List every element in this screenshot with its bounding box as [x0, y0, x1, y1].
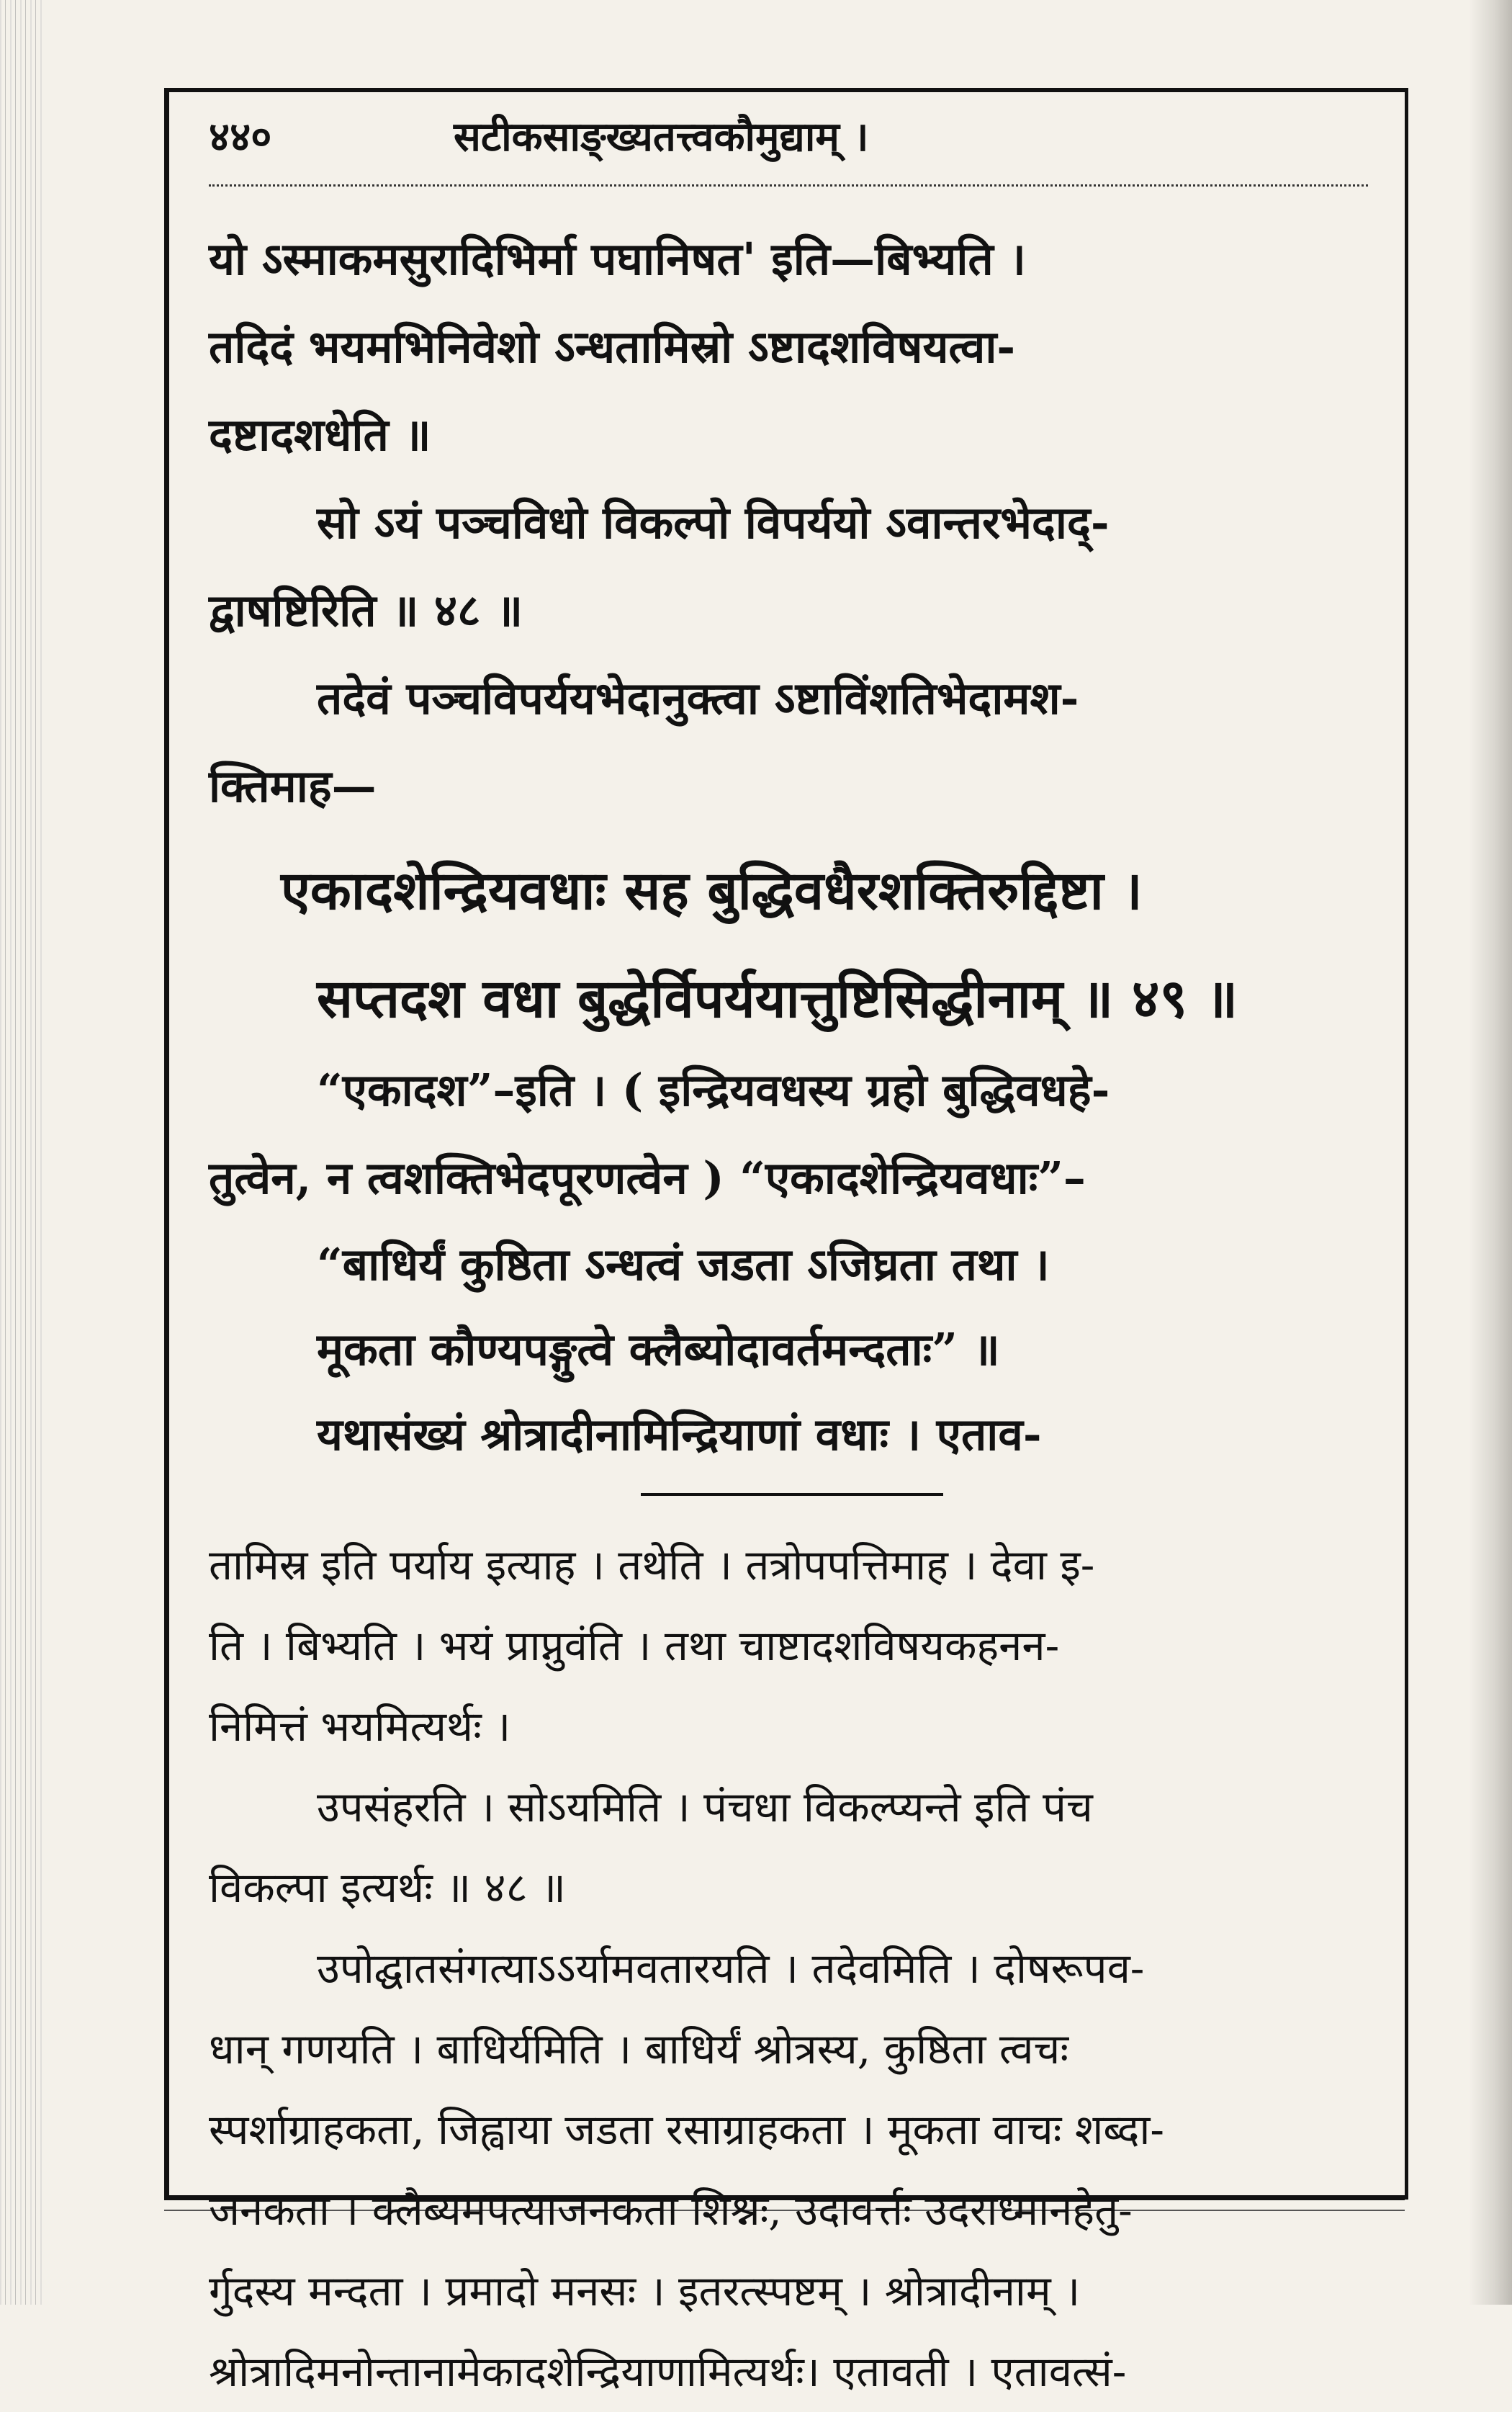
page-content: [209, 108, 1368, 2412]
footnote-line: उपसंहरति । सोऽयमिति । पंचधा विकल्प्यन्ते इति पंच: [317, 1783, 1093, 1832]
text-line: दष्टादशधेति ॥: [209, 408, 431, 461]
footnote-line: ति । बिभ्यति । भयं प्राप्नुवंति । तथा चाष्टादशविषयकहनन-: [209, 1621, 1060, 1670]
scan-left-edge: [0, 0, 43, 2305]
footnote-line: र्गुदस्य मन्दता । प्रमादो मनसः । इतरत्स्पष्टम् । श्रोत्रादीनाम् ।: [209, 2267, 1081, 2315]
text-line: द्वाषष्टिरिति ॥ ४८ ॥: [209, 584, 523, 637]
commentary-line: यथासंख्यं श्रोत्रादीनामिन्द्रियाणां वधाः । एताव-: [317, 1408, 1042, 1461]
top-rule: [164, 88, 1405, 92]
footnote-line: स्पर्शाग्राहकता, जिह्वाया जडता रसाग्राहकता । मूकता वाचः शब्दा-: [209, 2105, 1165, 2154]
footnote-line: धान् गणयति । बाधिर्यमिति । बाधिर्यं श्रोत्रस्य, कुष्ठिता त्वचः: [209, 2025, 1069, 2073]
commentary-line: “एकादश”–इति । ( इन्द्रियवधस्य ग्रहो बुद्धिवधहे-: [317, 1064, 1110, 1116]
header-rule: [209, 184, 1368, 194]
footnote-line: निमित्तं भयमित्यर्थः ।: [209, 1702, 511, 1751]
footnote-line: श्रोत्रादिमनोन्तानामेकादशेन्द्रियाणामित्यर्थः। एतावती । एतावत्सं-: [209, 2347, 1127, 2396]
running-title: सटीकसाङ्ख्यतत्त्वकौमुद्याम् ।: [454, 113, 869, 161]
quoted-verse-line: मूकता कौण्यपङ्गुत्वे क्लैब्योदावर्तमन्दताः” ॥: [317, 1323, 1000, 1376]
text-line: सो ऽयं पञ्चविधो विकल्पो विपर्ययो ऽवान्तरभेदाद्-: [317, 496, 1110, 549]
quoted-verse-line: “बाधिर्यं कुष्ठिता ऽन्धत्वं जडता ऽजिघ्रता तथा ।: [317, 1238, 1050, 1291]
page-number: ४४०: [209, 113, 272, 161]
footnote-line: विकल्पा इत्यर्थः ॥ ४८ ॥: [209, 1863, 566, 1912]
text-line: क्तिमाह—: [209, 760, 377, 812]
footnote-line: तामिस्र इति पर्याय इत्याह । तथेति । तत्रोपपत्तिमाह । देवा इ-: [209, 1541, 1095, 1590]
karika-line-1: एकादशेन्द्रियवधाः सह बुद्धिवधैरशक्तिरुद्दिष्टा ।: [281, 860, 1143, 922]
scan-right-edge: [1469, 0, 1512, 2305]
commentary-line: तुत्वेन, न त्वशक्तिभेदपूरणत्वेन ) “एकादशेन्द्रियवधाः”–: [209, 1152, 1086, 1204]
page-header: [209, 108, 1368, 180]
text-line: यो ऽस्माकमसुरादिभिर्मा पघानिषत' इति—बिभ्यति ।: [209, 233, 1026, 285]
text-line: तदेवं पञ्चविपर्ययभेदानुक्त्वा ऽष्टाविंशतिभेदामश-: [317, 672, 1079, 725]
footnote-line: जनकता । क्लैब्यमपत्याजनकता शिश्नः, उदावर्त्तः उदराध्मानहेतु-: [209, 2186, 1133, 2235]
footnote-line: उपोद्घातसंगत्याऽऽर्यामवतारयति । तदेवमिति । दोषरूपव-: [317, 1944, 1145, 1993]
footnote-divider: [641, 1493, 943, 1496]
text-line: तदिदं भयमभिनिवेशो ऽन्धतामिस्रो ऽष्टादशविषयत्वा-: [209, 320, 1016, 373]
karika-line-2: सप्तदश वधा बुद्धेर्विपर्ययात्तुष्टिसिद्धीनाम् ॥ ४९ ॥: [317, 968, 1238, 1030]
